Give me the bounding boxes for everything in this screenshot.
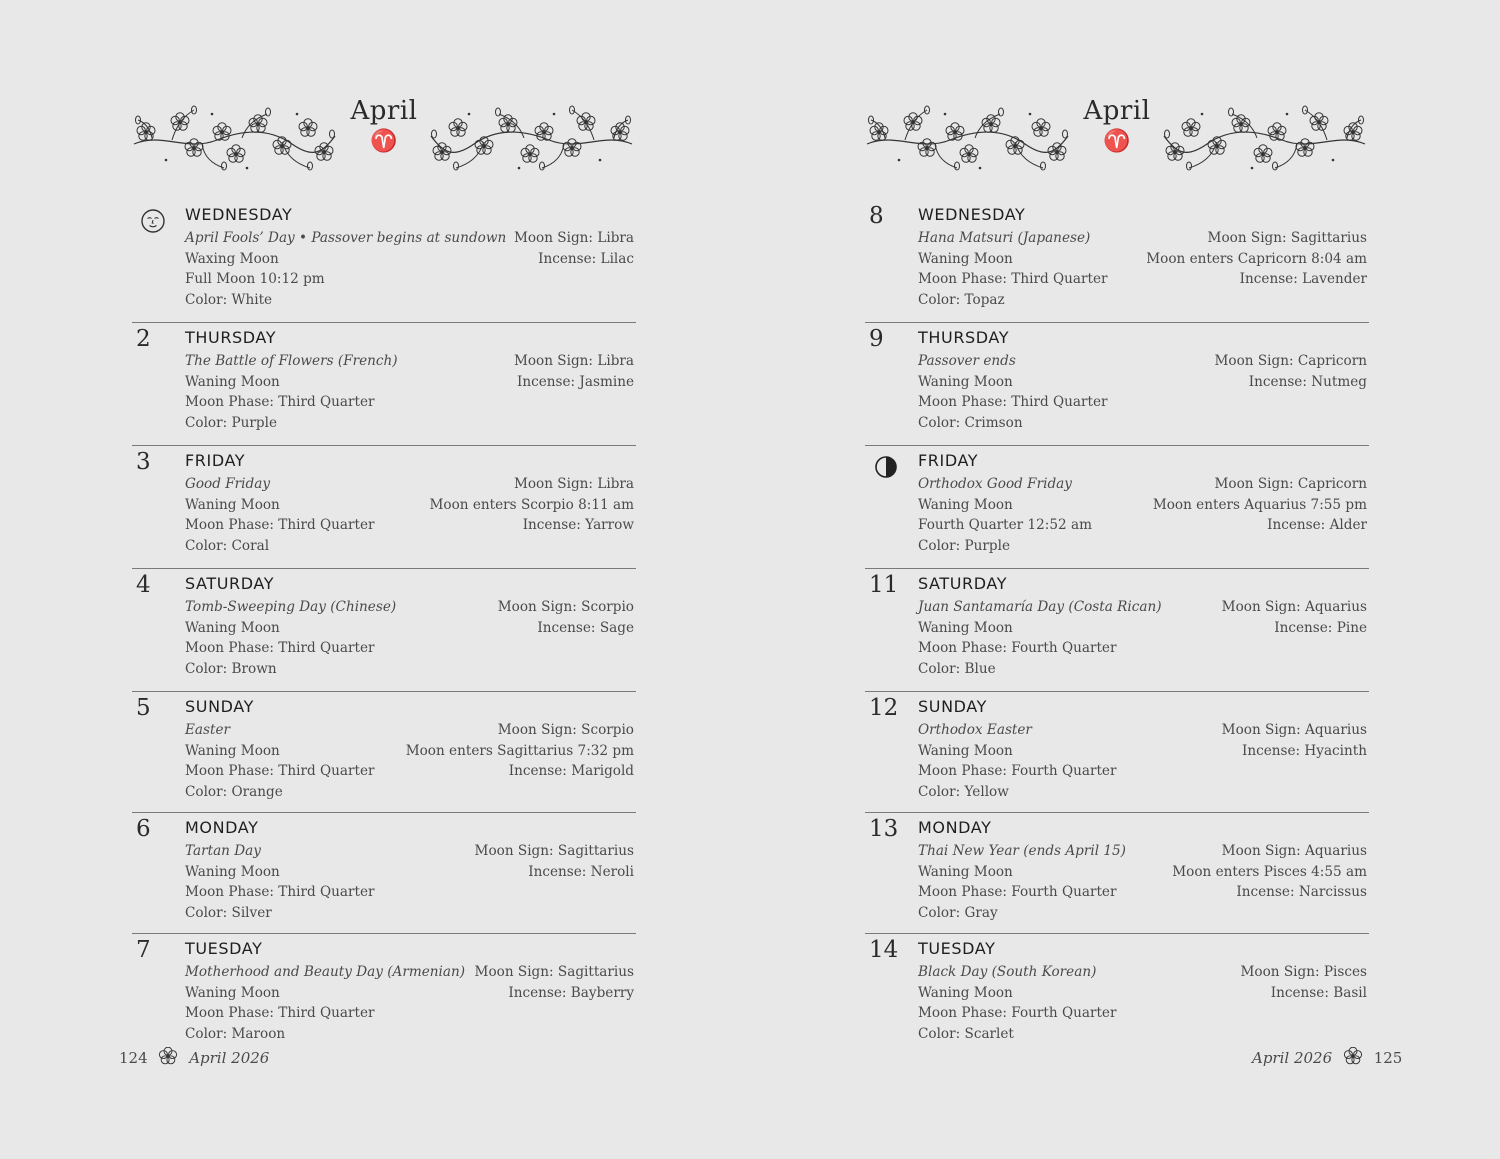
detail-text: Waning Moon [185, 373, 280, 390]
holiday-text: Juan Santamaría Day (Costa Rican) [918, 599, 1162, 615]
holiday-text: Orthodox Easter [918, 722, 1032, 738]
detail-text: Color: Coral [185, 537, 270, 554]
holiday-text: Tomb-Sweeping Day (Chinese) [185, 599, 397, 615]
detail-line [185, 351, 636, 372]
day-entry [865, 813, 1369, 934]
astro-detail-text: Incense: Marigold [508, 763, 634, 779]
detail-line [185, 413, 636, 434]
day-name: SUNDAY [918, 697, 987, 716]
day-name: TUESDAY [918, 939, 996, 958]
detail-line [185, 515, 636, 536]
detail-line [918, 249, 1369, 270]
detail-line [918, 983, 1369, 1004]
detail-text: Color: Purple [185, 414, 278, 431]
detail-text: Color: Yellow [918, 783, 1009, 800]
astro-detail-text: Moon Sign: Scorpio [497, 599, 634, 615]
day-name: TUESDAY [185, 939, 263, 958]
astro-detail-text: Moon Sign: Scorpio [497, 722, 634, 738]
day-name: THURSDAY [185, 328, 277, 347]
footer-month-label: April 2026 [189, 1049, 270, 1067]
astro-detail-text: Incense: Lavender [1239, 271, 1367, 287]
day-entry [865, 200, 1369, 323]
detail-text: Full Moon 10:12 pm [185, 271, 325, 287]
holiday-text: Tartan Day [185, 843, 261, 859]
detail-line [918, 1024, 1369, 1045]
astro-detail-text: Moon Sign: Pisces [1240, 964, 1367, 980]
astro-detail-text: Moon Sign: Libra [513, 476, 634, 492]
astro-detail-text: Incense: Pine [1274, 619, 1367, 636]
astro-detail-text: Moon enters Capricorn 8:04 am [1146, 250, 1367, 267]
day-details [185, 841, 636, 923]
detail-text: Moon Phase: Fourth Quarter [918, 763, 1117, 779]
day-number: 8 [869, 203, 884, 229]
detail-line [918, 290, 1369, 311]
detail-line [185, 597, 636, 618]
detail-line [918, 862, 1369, 883]
detail-text: Waning Moon [918, 742, 1013, 759]
detail-line [185, 962, 636, 983]
detail-line [185, 841, 636, 862]
page-footer [1252, 1047, 1402, 1067]
day-details [185, 597, 636, 679]
day-entry [865, 569, 1369, 692]
astro-detail-text: Incense: Alder [1267, 517, 1367, 533]
detail-text: Waning Moon [918, 619, 1013, 636]
day-name: THURSDAY [918, 328, 1010, 347]
day-entry [132, 813, 636, 934]
detail-line [185, 862, 636, 883]
holiday-text: The Battle of Flowers (French) [185, 353, 398, 369]
detail-line [185, 638, 636, 659]
detail-text: Waning Moon [918, 250, 1013, 267]
page-number: 125 [1373, 1049, 1403, 1067]
detail-line [918, 372, 1369, 393]
detail-line [185, 741, 636, 762]
detail-text: Color: Maroon [185, 1025, 286, 1042]
day-details [918, 720, 1369, 802]
day-details [918, 962, 1369, 1044]
day-number: 4 [136, 572, 151, 598]
day-entries [865, 200, 1369, 1054]
astro-detail-text: Incense: Neroli [528, 863, 634, 880]
holiday-text: April Fools’ Day • Passover begins at sundown [185, 230, 507, 246]
day-details [918, 228, 1369, 310]
footer-month-label: April 2026 [1252, 1049, 1333, 1067]
detail-line [185, 882, 636, 903]
detail-text: Waning Moon [185, 742, 280, 759]
holiday-text: Passover ends [918, 353, 1016, 369]
day-name: MONDAY [918, 818, 992, 837]
detail-text: Color: Topaz [918, 291, 1005, 308]
detail-line [918, 392, 1369, 413]
detail-text: Waning Moon [185, 496, 280, 513]
detail-line [185, 903, 636, 924]
astro-detail-text: Incense: Lilac [538, 250, 634, 267]
astro-detail-text: Moon Sign: Libra [513, 353, 634, 369]
day-name: FRIDAY [918, 451, 979, 470]
detail-line [918, 659, 1369, 680]
detail-text: Moon Phase: Third Quarter [918, 394, 1108, 410]
day-entry [132, 569, 636, 692]
day-entry [132, 934, 636, 1054]
holiday-text: Orthodox Good Friday [918, 476, 1072, 492]
detail-line [185, 1003, 636, 1024]
detail-text: Moon Phase: Fourth Quarter [918, 884, 1117, 900]
day-details [185, 351, 636, 433]
day-number: 2 [136, 326, 151, 352]
detail-text: Moon Phase: Third Quarter [185, 517, 375, 533]
detail-line [918, 413, 1369, 434]
day-details [918, 474, 1369, 556]
astro-detail-text: Incense: Hyacinth [1241, 742, 1367, 759]
holiday-text: Motherhood and Beauty Day (Armenian) [185, 964, 466, 980]
floral-ornament-left-icon [132, 102, 337, 174]
day-entry [132, 446, 636, 569]
detail-line [918, 638, 1369, 659]
detail-text: Waning Moon [185, 863, 280, 880]
day-entry [865, 934, 1369, 1054]
astro-detail-text: Moon Sign: Capricorn [1214, 353, 1367, 369]
day-number: 9 [869, 326, 884, 352]
detail-line [918, 515, 1369, 536]
full-moon-face-icon [140, 208, 166, 234]
detail-line [185, 474, 636, 495]
detail-line [185, 782, 636, 803]
astro-detail-text: Moon enters Sagittarius 7:32 pm [405, 742, 634, 759]
month-title: April [1083, 96, 1151, 126]
day-details [185, 962, 636, 1044]
holiday-text: Black Day (South Korean) [918, 964, 1097, 980]
day-entries [132, 200, 636, 1054]
day-number: 3 [136, 449, 151, 475]
detail-text: Waning Moon [185, 984, 280, 1001]
detail-line [918, 841, 1369, 862]
floral-ornament-right-icon [1162, 102, 1367, 174]
detail-text: Color: Purple [918, 537, 1011, 554]
detail-line [185, 495, 636, 516]
detail-text: Moon Phase: Third Quarter [185, 640, 375, 656]
detail-line [185, 249, 636, 270]
detail-line [185, 372, 636, 393]
astro-detail-text: Moon Sign: Sagittarius [1207, 230, 1367, 246]
detail-text: Waning Moon [918, 373, 1013, 390]
detail-line [918, 618, 1369, 639]
astro-detail-text: Incense: Nutmeg [1248, 373, 1367, 390]
detail-line [918, 269, 1369, 290]
month-title: April [350, 96, 418, 126]
detail-line [185, 659, 636, 680]
floral-ornament-left-icon [865, 102, 1070, 174]
detail-line [918, 536, 1369, 557]
astro-detail-text: Incense: Jasmine [516, 373, 634, 390]
day-details [185, 474, 636, 556]
detail-text: Color: Blue [918, 660, 996, 677]
day-number: 11 [869, 572, 899, 598]
day-name: WEDNESDAY [185, 205, 293, 224]
day-details [185, 720, 636, 802]
astro-detail-text: Moon enters Scorpio 8:11 am [429, 496, 634, 513]
detail-text: Waning Moon [918, 984, 1013, 1001]
page-header [132, 96, 636, 180]
astro-detail-text: Incense: Yarrow [522, 517, 634, 533]
day-number: 13 [869, 816, 899, 842]
day-details [918, 351, 1369, 433]
day-entry [132, 200, 636, 323]
detail-text: Moon Phase: Third Quarter [185, 763, 375, 779]
detail-line [185, 290, 636, 311]
detail-text: Moon Phase: Third Quarter [185, 884, 375, 900]
day-name: SUNDAY [185, 697, 254, 716]
detail-line [918, 882, 1369, 903]
detail-text: Color: Orange [185, 783, 283, 800]
detail-text: Color: Crimson [918, 414, 1023, 431]
detail-text: Waning Moon [918, 496, 1013, 513]
detail-text: Waning Moon [185, 619, 280, 636]
detail-line [185, 392, 636, 413]
detail-text: Color: White [185, 291, 273, 308]
astro-detail-text: Moon Sign: Libra [513, 230, 634, 246]
detail-line [185, 983, 636, 1004]
day-name: MONDAY [185, 818, 259, 837]
detail-line [918, 741, 1369, 762]
day-entry [132, 692, 636, 813]
day-name: SATURDAY [918, 574, 1008, 593]
right-page [733, 0, 1483, 1159]
day-details [918, 841, 1369, 923]
astro-detail-text: Moon Sign: Aquarius [1221, 722, 1367, 738]
detail-line [185, 761, 636, 782]
detail-text: Moon Phase: Third Quarter [185, 394, 375, 410]
detail-text: Moon Phase: Third Quarter [918, 271, 1108, 287]
astro-detail-text: Moon Sign: Capricorn [1214, 476, 1367, 492]
holiday-text: Easter [185, 722, 231, 738]
day-name: FRIDAY [185, 451, 246, 470]
day-number: 7 [136, 937, 151, 963]
detail-line [918, 228, 1369, 249]
astro-detail-text: Incense: Sage [537, 619, 634, 636]
page-header [865, 96, 1369, 180]
detail-line [918, 903, 1369, 924]
detail-line [185, 228, 636, 249]
day-number: 14 [869, 937, 899, 963]
detail-line [918, 962, 1369, 983]
detail-line [185, 1024, 636, 1045]
blossom-icon [1344, 1047, 1362, 1065]
page-footer [119, 1047, 269, 1067]
aries-icon: ♈ [370, 129, 398, 154]
astro-detail-text: Moon enters Aquarius 7:55 pm [1152, 496, 1367, 513]
day-number: 5 [136, 695, 151, 721]
detail-line [918, 720, 1369, 741]
detail-line [185, 618, 636, 639]
holiday-text: Hana Matsuri (Japanese) [918, 230, 1091, 246]
detail-text: Color: Brown [185, 660, 277, 677]
detail-text: Moon Phase: Fourth Quarter [918, 1005, 1117, 1021]
astro-detail-text: Moon Sign: Aquarius [1221, 843, 1367, 859]
detail-line [185, 536, 636, 557]
astro-detail-text: Incense: Narcissus [1236, 884, 1367, 900]
detail-text: Color: Scarlet [918, 1025, 1014, 1042]
day-entry [865, 323, 1369, 446]
detail-line [918, 495, 1369, 516]
detail-text: Moon Phase: Fourth Quarter [918, 640, 1117, 656]
astro-detail-text: Incense: Basil [1270, 984, 1367, 1001]
astro-detail-text: Incense: Bayberry [508, 984, 634, 1001]
aries-icon: ♈ [1103, 129, 1131, 154]
detail-line [185, 720, 636, 741]
day-name: WEDNESDAY [918, 205, 1026, 224]
detail-line [918, 761, 1369, 782]
day-entry [865, 692, 1369, 813]
astro-detail-text: Moon enters Pisces 4:55 am [1172, 863, 1367, 880]
half-moon-icon [873, 454, 899, 480]
detail-line [918, 474, 1369, 495]
day-name: SATURDAY [185, 574, 275, 593]
detail-text: Fourth Quarter 12:52 am [918, 517, 1092, 533]
astro-detail-text: Moon Sign: Sagittarius [474, 843, 634, 859]
astro-detail-text: Moon Sign: Sagittarius [474, 964, 634, 980]
detail-line [185, 269, 636, 290]
detail-text: Color: Gray [918, 904, 998, 921]
blossom-icon [159, 1047, 177, 1065]
day-details [185, 228, 636, 310]
detail-text: Color: Silver [185, 904, 272, 921]
detail-line [918, 782, 1369, 803]
detail-text: Waxing Moon [185, 250, 279, 267]
detail-line [918, 597, 1369, 618]
detail-line [918, 351, 1369, 372]
detail-text: Waning Moon [918, 863, 1013, 880]
day-number: 6 [136, 816, 151, 842]
page-number: 124 [119, 1049, 148, 1067]
day-details [918, 597, 1369, 679]
holiday-text: Thai New Year (ends April 15) [918, 843, 1126, 859]
detail-text: Moon Phase: Third Quarter [185, 1005, 375, 1021]
day-entry [865, 446, 1369, 569]
day-entry [132, 323, 636, 446]
astro-detail-text: Moon Sign: Aquarius [1221, 599, 1367, 615]
holiday-text: Good Friday [185, 476, 271, 492]
day-number: 12 [869, 695, 899, 721]
detail-line [918, 1003, 1369, 1024]
floral-ornament-right-icon [429, 102, 634, 174]
